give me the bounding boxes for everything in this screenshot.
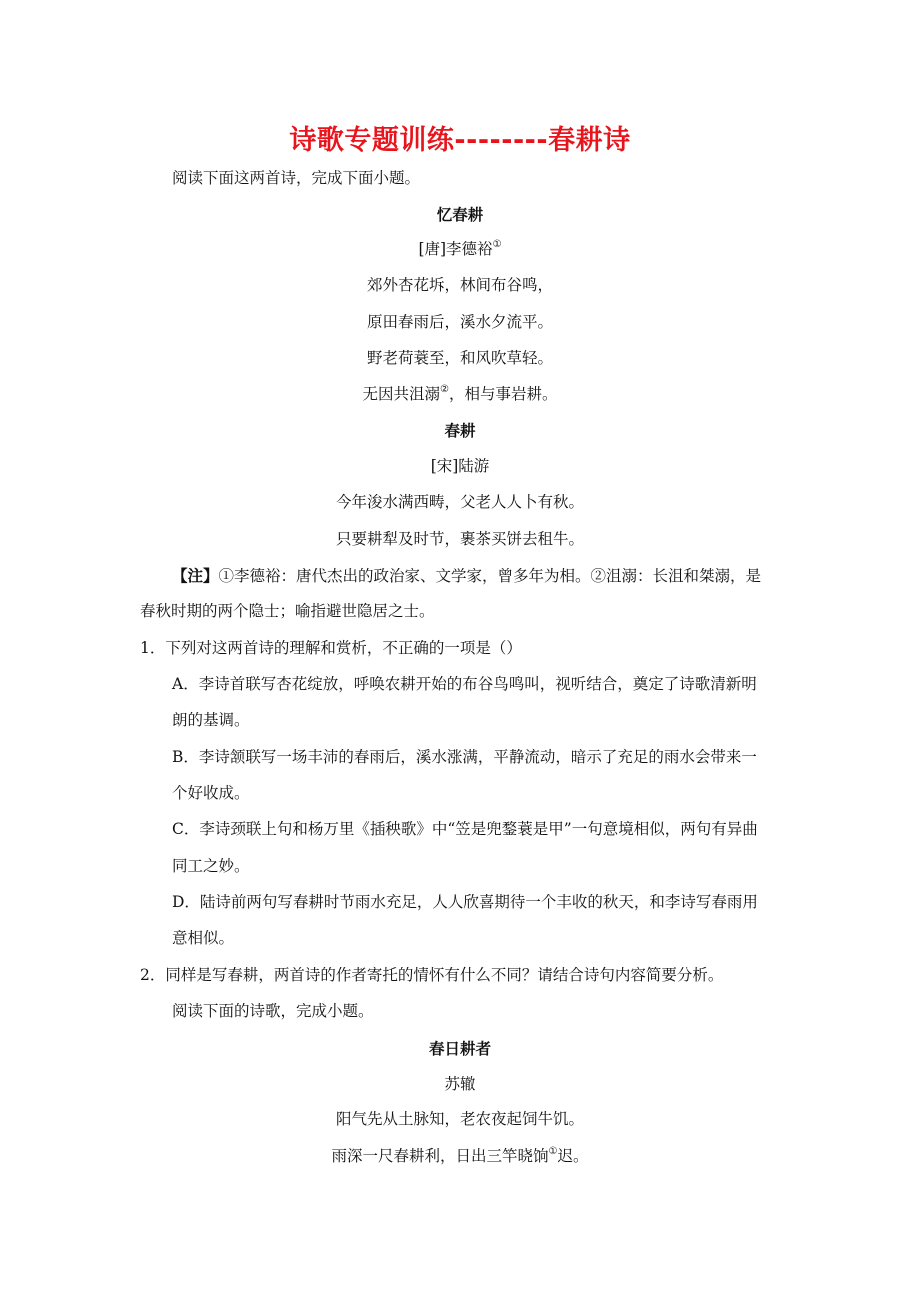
poem1-line-1: 郊外杏花坼，林间布谷鸣， <box>366 276 553 294</box>
poem3-line-1: 阳气先从土脉知，老农夜起饲牛饥。 <box>335 1110 584 1128</box>
note-line-2: 春秋时期的两个隐士；喻指避世隐居之士。 <box>140 602 435 620</box>
intro-instruction-1: 阅读下面这两首诗，完成下面小题。 <box>172 169 421 187</box>
poem3-title: 春日耕者 <box>428 1039 491 1058</box>
poem3-author: 苏辙 <box>444 1075 476 1093</box>
option-b-line-2: 个好收成。 <box>172 784 250 802</box>
option-c-line-1: C．李诗颈联上句和杨万里《插秧歌》中“笠是兜鍪蓑是甲”一句意境相似，两句有异曲 <box>172 820 758 838</box>
poem2-title: 春耕 <box>444 421 476 440</box>
poem1-title: 忆春耕 <box>436 205 484 224</box>
note-tag: 【注】 <box>172 566 219 585</box>
poem2-line-2: 只要耕犁及时节，裹茶买饼去租牛。 <box>335 530 584 548</box>
option-a-line-2: 朗的基调。 <box>172 711 250 729</box>
question-2-stem: 2．同样是写春耕，两首诗的作者寄托的情怀有什么不同？请结合诗句内容简要分析。 <box>140 966 724 984</box>
poem2-line-1: 今年浚水满西畴，父老人人卜有秋。 <box>335 493 584 511</box>
poem3-line-2: 雨深一尺春耕利，日出三竿晓饷①迟。 <box>331 1146 589 1165</box>
note-line-1: 【注】①李德裕：唐代杰出的政治家、文学家，曾多年为相。②沮溺：长沮和桀溺，是 <box>172 566 762 585</box>
poem1-line-2: 原田春雨后，溪水夕流平。 <box>366 313 553 331</box>
footnote-mark: ① <box>548 1146 558 1157</box>
option-d-line-1: D．陆诗前两句写春耕时节雨水充足，人人欣喜期待一个丰收的秋天，和李诗写春雨用 <box>172 893 758 911</box>
poem1-line-4: 无因共沮溺②，相与事岩耕。 <box>362 384 558 403</box>
option-c-line-2: 同工之妙。 <box>172 857 250 875</box>
poem1-line-3: 野老荷蓑至，和风吹草轻。 <box>366 349 553 367</box>
document-title: 诗歌专题训练--------春耕诗 <box>289 125 631 156</box>
footnote-mark: ① <box>492 239 502 250</box>
intro-instruction-2: 阅读下面的诗歌，完成小题。 <box>172 1002 374 1020</box>
footnote-mark: ② <box>440 384 449 395</box>
poem1-author: [唐]李德裕① <box>418 239 502 258</box>
question-1-stem: 1．下列对这两首诗的理解和赏析，不正确的一项是（） <box>140 639 522 657</box>
poem2-author: [宋]陆游 <box>430 457 490 475</box>
option-d-line-2: 意相似。 <box>172 929 235 947</box>
option-b-line-1: B．李诗颔联写一场丰沛的春雨后，溪水涨满，平静流动，暗示了充足的雨水会带来一 <box>172 748 757 766</box>
option-a-line-1: A．李诗首联写杏花绽放，呼唤农耕开始的布谷鸟鸣叫，视听结合，奠定了诗歌清新明 <box>172 675 757 693</box>
